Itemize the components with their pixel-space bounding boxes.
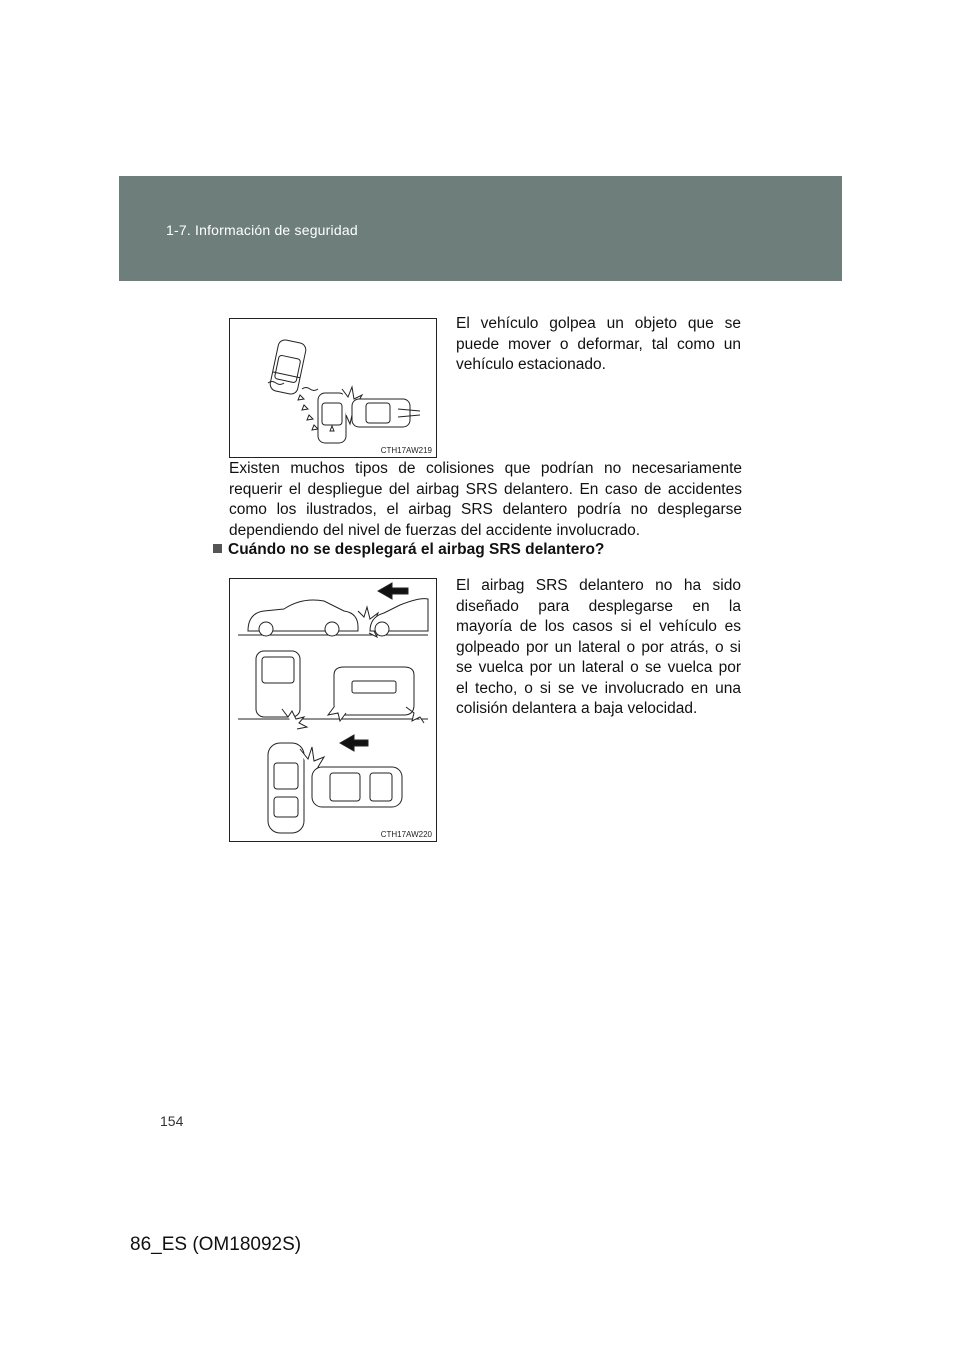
figure1-description: El vehículo golpea un objeto que se puede mover o deformar, tal como un vehículo estacionado. [456, 315, 741, 373]
body-paragraph: Existen muchos tipos de colisiones que podrían no necesariamente requerir el despliegue del airbag SRS delantero. En caso de accidentes como los ilustrados, el airbag SRS delantero podría no desplegarse dependiendo del nivel de fuerzas del accidente involucrado. [229, 460, 742, 539]
collision-diagram-1 [230, 319, 436, 457]
figure-code: CTH17AW219 [380, 446, 432, 455]
figure2-description: El airbag SRS delantero no ha sido diseñado para desplegarse en la mayoría de los casos si el vehículo es golpeado por un lateral o por atrás, o si se vuelca por un lateral o se vuelca por el techo, o si se ve involucrado en una colisión delantera a baja velocidad. [456, 577, 741, 717]
section-header [119, 176, 842, 281]
model-code: 86_ES (OM18092S) [130, 1234, 302, 1255]
illustration-non-deploy-cases [229, 578, 437, 842]
subheading [213, 541, 604, 559]
figure-code: CTH17AW220 [380, 830, 432, 839]
square-bullet-icon [213, 544, 222, 553]
subheading-text: Cuándo no se desplegará el airbag SRS delantero? [228, 541, 605, 558]
section-title: 1-7. Información de seguridad [166, 222, 358, 238]
page-number: 154 [160, 1113, 184, 1129]
collision-diagram-2 [230, 579, 436, 841]
illustration-car-hits-parked-vehicle [229, 318, 437, 458]
